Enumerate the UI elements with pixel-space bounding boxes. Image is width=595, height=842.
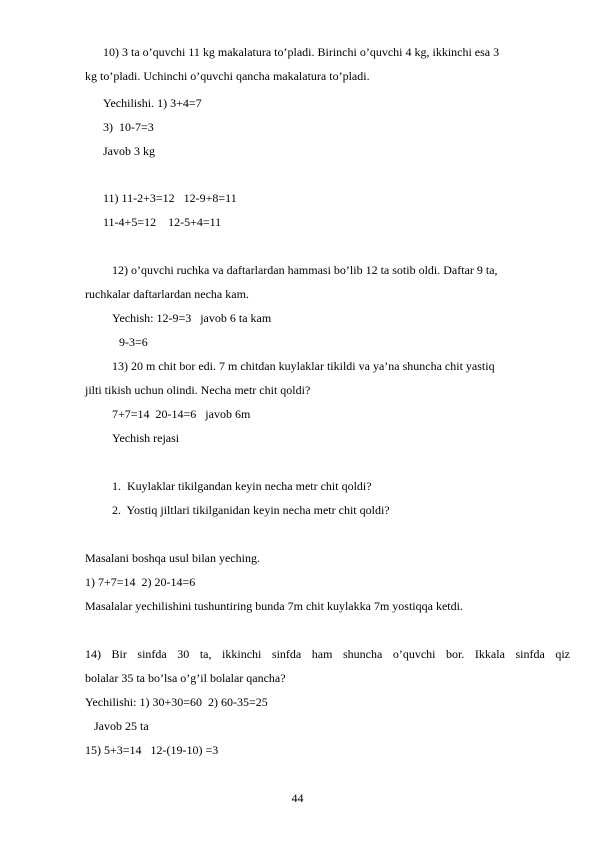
problem-13-other-method: Masalani boshqa usul bilan yeching. [85, 551, 260, 565]
problem-12-line-2: ruchkalar daftarlardan necha kam. [85, 287, 249, 301]
problem-10-solution-2: 3) 10-7=3 [103, 120, 154, 134]
problem-14-line-1: 14) Bir sinfda 30 ta, ikkinchi sinfda ham shuncha o’quvchi bor. Ikkala sinfda qiz [85, 647, 570, 661]
problem-13-solution: 7+7=14 20-14=6 javob 6m [112, 407, 251, 421]
problem-14-line-2: bolalar 35 ta bo’lsa o’g’il bolalar qancha? [85, 671, 286, 685]
problem-14-answer: Javob 25 ta [94, 719, 149, 733]
problem-12-solution-1: Yechish: 12-9=3 javob 6 ta kam [112, 311, 272, 325]
problem-13-line-2: jilti tikish uchun olindi. Necha metr chit qoldi? [85, 383, 311, 397]
problem-10-answer: Javob 3 kg [103, 144, 155, 158]
problem-12-line-1: 12) o’quvchi ruchka va daftarlardan hammasi bo’lib 12 ta sotib oldi. Daftar 9 ta, [112, 263, 498, 277]
plan-item: 1. Kuylaklar tikilgandan keyin necha metr chit qoldi? [112, 479, 372, 493]
problem-11-line-1: 11) 11-2+3=12 12-9+8=11 [103, 191, 237, 205]
problem-13-line-1: 13) 20 m chit bor edi. 7 m chitdan kuylaklar tikildi va ya’na shuncha chit yastiq [112, 359, 495, 373]
plan-item: 2. Yostiq jiltlari tikilganidan keyin necha metr chit qoldi? [112, 503, 390, 517]
problem-11-line-2: 11-4+5=12 12-5+4=11 [103, 215, 222, 229]
problem-10-solution-1: Yechilishi. 1) 3+4=7 [103, 96, 202, 110]
problem-15-line-1: 15) 5+3=14 12-(19-10) =3 [85, 743, 219, 757]
problem-13-plan-title: Yechish rejasi [112, 431, 180, 445]
problem-12-solution-2: 9-3=6 [119, 335, 148, 349]
problem-14-solution: Yechilishi: 1) 30+30=60 2) 60-35=25 [85, 695, 268, 709]
problem-10-line-1: 10) 3 ta o’quvchi 11 kg makalatura to’pladi. Birinchi o’quvchi 4 kg, ikkinchi esa 3 [103, 45, 500, 59]
problem-10-line-2: kg to’pladi. Uchinchi o’quvchi qancha makalatura to’pladi. [85, 69, 370, 83]
problem-13-explanation: Masalalar yechilishini tushuntiring bunda 7m chit kuylakka 7m yostiqqa ketdi. [85, 599, 463, 613]
problem-13-other-solution: 1) 7+7=14 2) 20-14=6 [85, 575, 196, 589]
page-number: 44 [291, 791, 304, 805]
